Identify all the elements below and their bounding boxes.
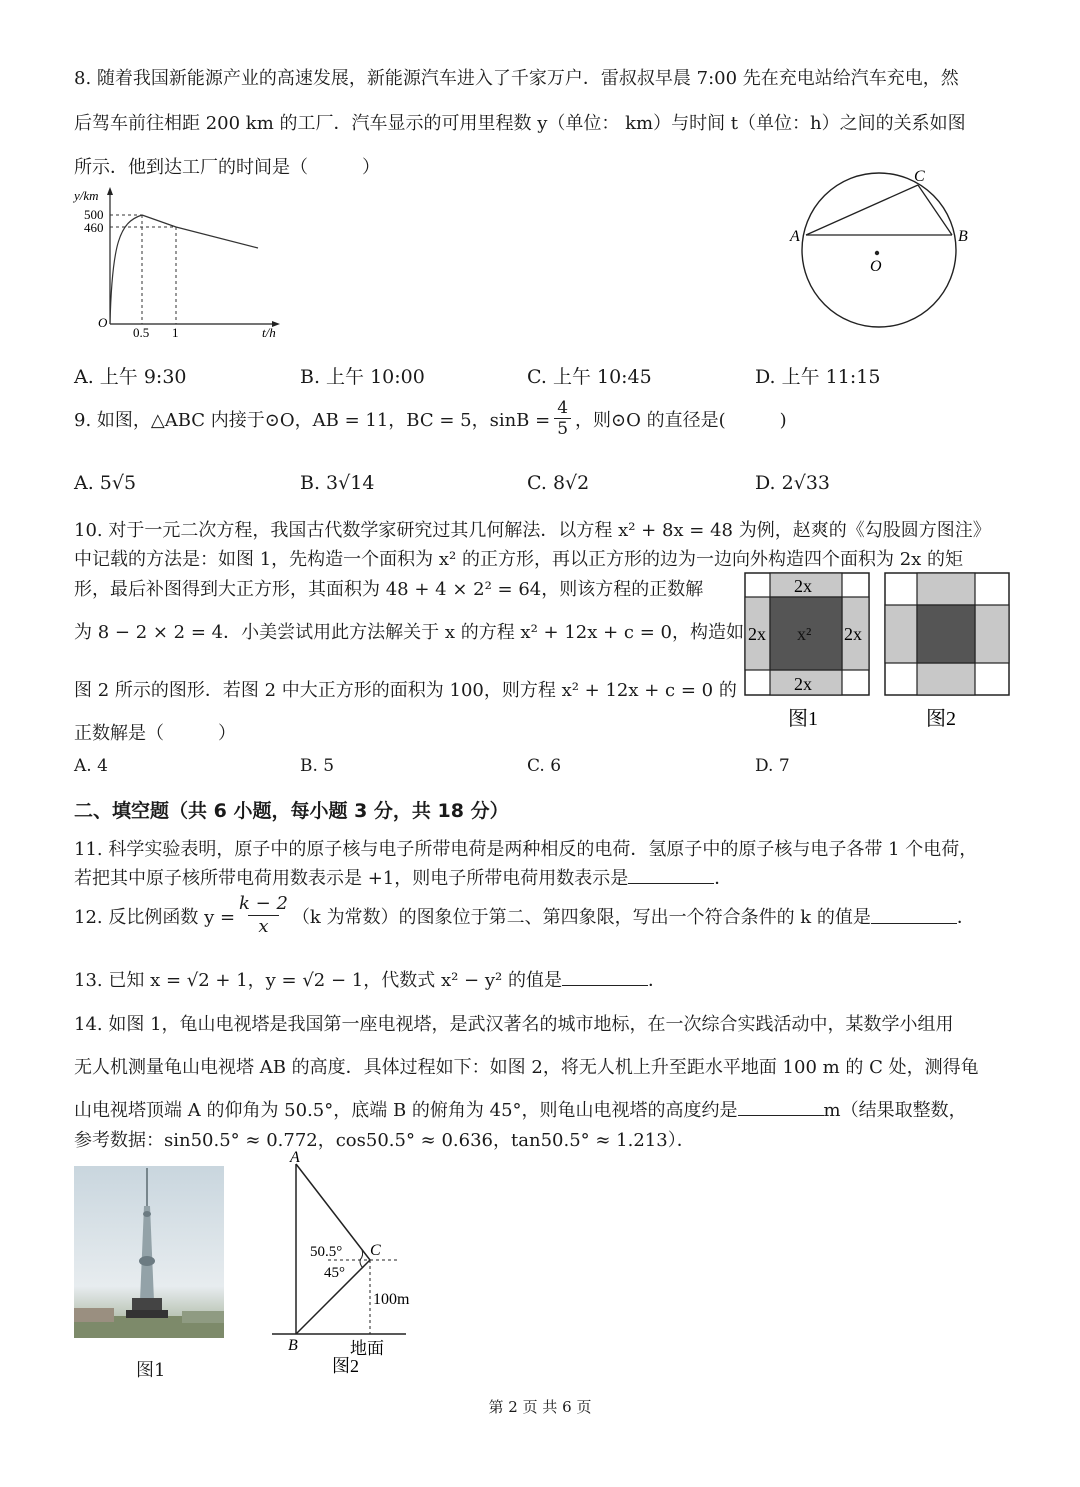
q14-answer-blank[interactable] <box>738 1099 824 1116</box>
q11-line1: 11. 科学实验表明，原子中的原子核与电子所带电荷是两种相反的电荷．氢原子中的原子核与电子各带 1 个电荷， <box>74 839 978 860</box>
q9-text-after: ，则⊙O 的直径是( ) <box>575 409 787 431</box>
q9-option-c[interactable]: C. 8√2 <box>527 472 590 494</box>
q9-option-d[interactable]: D. 2√33 <box>755 472 831 494</box>
q10-line1: 10. 对于一元二次方程，我国古代数学家研究过其几何解法．以方程 x² + 8x = 48 为例，赵爽的《勾股圆方图注》 <box>74 520 991 541</box>
tv-tower-icon <box>74 1166 224 1338</box>
q14-line2: 无人机测量龟山电视塔 AB 的高度．具体过程如下：如图 2，将无人机上升至距水平地面 100 m 的 C 处，测得龟 <box>74 1057 979 1078</box>
q10-figure-2 <box>884 572 1014 732</box>
q9-fraction <box>554 398 571 439</box>
fig1-label-top: 2x <box>794 576 812 596</box>
tv-tower-photo <box>74 1166 224 1338</box>
q10-line4: 为 8 − 2 × 2 = 4．小美尝试用此方法解关于 x 的方程 x² + 12x + c = 0，构造如 <box>74 622 744 643</box>
graph-x-label: t/h <box>262 325 276 340</box>
q10-figure-1 <box>744 572 874 732</box>
section2-heading: 二、填空题（共 6 小题，每小题 3 分，共 18 分） <box>74 800 509 822</box>
q10-option-b[interactable]: B. 5 <box>300 756 335 776</box>
q14-line3 <box>74 1096 967 1122</box>
q14-line1: 14. 如图 1，龟山电视塔是我国第一座电视塔，是武汉著名的城市地标，在一次综合实践活动中，某数学小组用 <box>74 1014 954 1035</box>
label-a: A <box>790 228 800 245</box>
q13-text: 13. 已知 x = √2 + 1，y = √2 − 1，代数式 x² − y² 的值是 <box>74 970 562 991</box>
q11-end: ． <box>714 868 733 889</box>
graph-y-label: y/km <box>74 188 99 203</box>
q8-line3: 所示．他到达工厂的时间是（ ） <box>74 157 380 178</box>
fig1-label-center: x² <box>797 624 812 644</box>
q8-line2: 后驾车前往相距 200 km 的工厂．汽车显示的可用里程数 y（单位： km）与时间 t（单位：h）之间的关系如图 <box>74 113 966 134</box>
q9-text-before: 9. 如图，△ABC 内接于⊙O，AB = 11，BC = 5，sinB = <box>74 409 551 431</box>
page-footer: 第 2 页 共 6 页 <box>488 1398 592 1416</box>
fig2-caption: 图2 <box>926 708 956 730</box>
graph-charge-curve <box>110 215 142 324</box>
q13-answer-blank[interactable] <box>562 969 648 986</box>
q14-line3-text: 山电视塔顶端 A 的仰角为 50.5°，底端 B 的俯角为 45°，则龟山电视塔的高度约是 <box>74 1100 738 1121</box>
graph-y-tick-460: 460 <box>84 220 104 235</box>
fig2-label-a: A <box>290 1150 300 1166</box>
q9-option-b[interactable]: B. 3√14 <box>300 472 375 494</box>
graph-origin: O <box>98 315 108 330</box>
q11-line2-text: 若把其中原子核所带电荷用数表示是 +1，则电子所带电荷用数表示是 <box>74 868 629 889</box>
fig2-angle-elevation: 50.5° <box>310 1244 343 1260</box>
graph-drive-line <box>176 227 258 248</box>
label-o: O <box>870 258 882 275</box>
fig1-label-left: 2x <box>748 624 766 644</box>
q13-end: ． <box>647 970 666 991</box>
q12-end: ． <box>956 906 975 928</box>
fig2-center-square <box>917 605 975 663</box>
q10-option-c[interactable]: C. 6 <box>527 756 562 776</box>
q12-fraction <box>239 893 288 938</box>
q8-option-a[interactable]: A. 上午 9:30 <box>74 366 187 388</box>
q14-line4: 参考数据：sin50.5° ≈ 0.772，cos50.5° ≈ 0.636，tan50.5° ≈ 1.213）． <box>74 1130 695 1151</box>
q10-line5: 图 2 所示的图形．若图 2 中大正方形的面积为 100，则方程 x² + 12x + c = 0 的 <box>74 680 737 701</box>
fig1-label-right: 2x <box>844 624 862 644</box>
fig2-angle-depression: 45° <box>324 1265 345 1281</box>
q14-line3-tail: m（结果取整数， <box>823 1100 967 1121</box>
chord-ac <box>806 185 918 235</box>
q12-text-before: 12. 反比例函数 y = <box>74 906 236 928</box>
graph-y-tick-500: 500 <box>84 207 104 222</box>
q8-line1: 8. 随着我国新能源产业的高速发展，新能源汽车进入了千家万户．雷叔叔早晨 7:00 先在充电站给汽车充电，然 <box>74 68 959 89</box>
q10-line6: 正数解是（ ） <box>74 723 236 744</box>
graph-x-tick-05: 0.5 <box>133 325 150 340</box>
fig1-caption: 图1 <box>788 708 818 730</box>
fig2-caption: 图2 <box>332 1356 359 1376</box>
q13-line <box>74 966 666 992</box>
label-b: B <box>958 228 968 245</box>
q9-fraction-num: 4 <box>557 398 569 418</box>
q10-option-d[interactable]: D. 7 <box>755 756 790 776</box>
q9-fraction-den: 5 <box>554 418 571 439</box>
fig1-label-bottom: 2x <box>794 674 812 694</box>
fig2-height-label: 100m <box>373 1291 410 1308</box>
q12-fraction-num: k − 2 <box>239 893 288 914</box>
q10-option-a[interactable]: A. 4 <box>74 756 108 776</box>
q8-range-time-graph <box>70 182 290 342</box>
q12-stem <box>74 893 975 938</box>
chord-cb <box>918 185 952 235</box>
fig2-ground-label: 地面 <box>350 1339 384 1358</box>
q14-figure-2 <box>268 1150 428 1380</box>
q9-stem <box>74 398 787 439</box>
q8-option-b[interactable]: B. 上午 10:00 <box>300 366 425 388</box>
circle-o <box>802 173 956 327</box>
q11-line2 <box>74 864 732 890</box>
q12-fraction-den: x <box>248 915 278 938</box>
q14-fig1-caption: 图1 <box>136 1360 166 1381</box>
q8-option-d[interactable]: D. 上午 11:15 <box>755 366 881 388</box>
circle-figure <box>780 165 1000 335</box>
label-c: C <box>914 168 925 185</box>
q8-option-c[interactable]: C. 上午 10:45 <box>527 366 652 388</box>
q12-text-after: （k 为常数）的图象位于第二、第四象限，写出一个符合条件的 k 的值是 <box>291 906 871 928</box>
q10-line3: 形，最后补图得到大正方形，其面积为 48 + 4 × 2² = 64，则该方程的正数解 <box>74 579 704 600</box>
q11-answer-blank[interactable] <box>628 867 714 884</box>
fig2-label-b: B <box>288 1337 298 1354</box>
q9-option-a[interactable]: A. 5√5 <box>74 472 137 494</box>
q12-answer-blank[interactable] <box>871 907 957 924</box>
graph-x-tick-1: 1 <box>172 325 179 340</box>
center-dot <box>875 251 879 255</box>
fig2-label-c: C <box>370 1242 381 1259</box>
q10-line2: 中记载的方法是：如图 1，先构造一个面积为 x² 的正方形，再以正方形的边为一边向外构造四个面积为 2x 的矩 <box>74 549 964 570</box>
